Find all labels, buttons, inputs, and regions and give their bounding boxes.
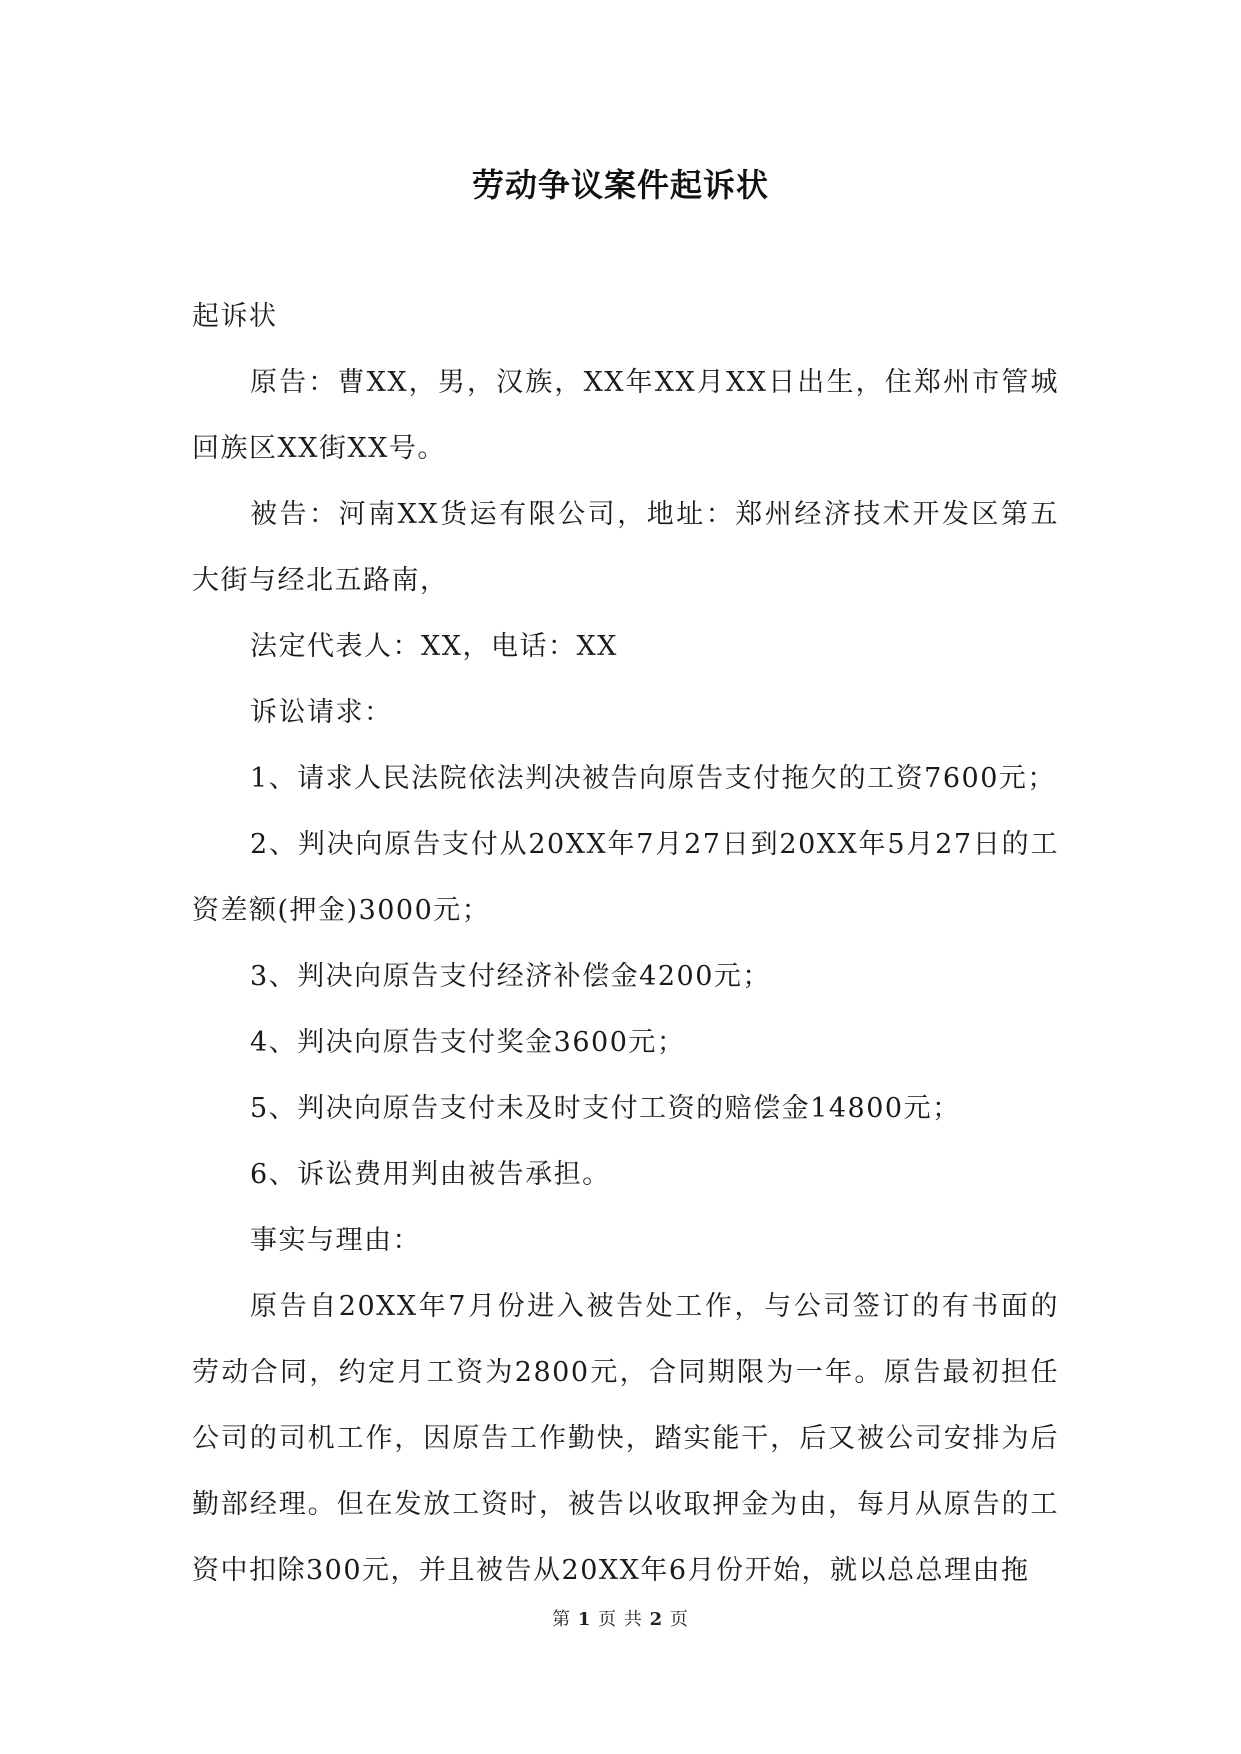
facts-heading: 事实与理由： — [250, 1225, 421, 1256]
footer-mid: 页 共 — [598, 1609, 643, 1630]
plaintiff-paragraph: 原告：曹XX，男，汉族，XX年XX月XX日出生，住郑州市管城回族区XX街XX号。 — [192, 367, 1059, 464]
footer-prefix: 第 — [552, 1609, 572, 1630]
claim-item: 4、判决向原告支付奖金3600元； — [250, 1027, 686, 1058]
claims-heading: 诉讼请求： — [250, 697, 393, 728]
heading-complaint: 起诉状 — [192, 301, 278, 332]
footer-suffix: 页 — [669, 1609, 689, 1630]
claim-item: 1、请求人民法院依法判决被告向原告支付拖欠的工资7600元； — [250, 763, 1056, 794]
defendant-paragraph: 被告：河南XX货运有限公司，地址：郑州经济技术开发区第五大街与经北五路南， — [192, 499, 1059, 596]
document-title: 劳动争议案件起诉状 — [471, 166, 769, 204]
legal-representative-paragraph: 法定代表人：XX，电话：XX — [250, 631, 618, 662]
claim-item: 6、诉讼费用判由被告承担。 — [250, 1159, 611, 1190]
claim-item: 3、判决向原告支付经济补偿金4200元； — [250, 961, 771, 992]
facts-paragraph: 原告自20XX年7月份进入被告处工作，与公司签订的有书面的劳动合同，约定月工资为2800元，合同期限为一年。原告最初担任公司的司机工作，因原告工作勤快，踏实能干，后又被公司安排为后勤部经理。但在发放工资时，被告以收取押金为由，每月从原告的工资中扣除300元，并且被告从20XX年6月份开始，就以总总理由拖 — [192, 1291, 1059, 1586]
total-pages-number: 2 — [649, 1609, 664, 1630]
claim-item: 2、判决向原告支付从20XX年7月27日到20XX年5月27日的工资差额(押金)3000元； — [192, 829, 1059, 926]
claim-item: 5、判决向原告支付未及时支付工资的赔偿金14800元； — [250, 1093, 961, 1124]
document-body — [192, 284, 1059, 1604]
page-footer — [0, 1605, 1241, 1631]
current-page-number: 1 — [577, 1609, 592, 1630]
